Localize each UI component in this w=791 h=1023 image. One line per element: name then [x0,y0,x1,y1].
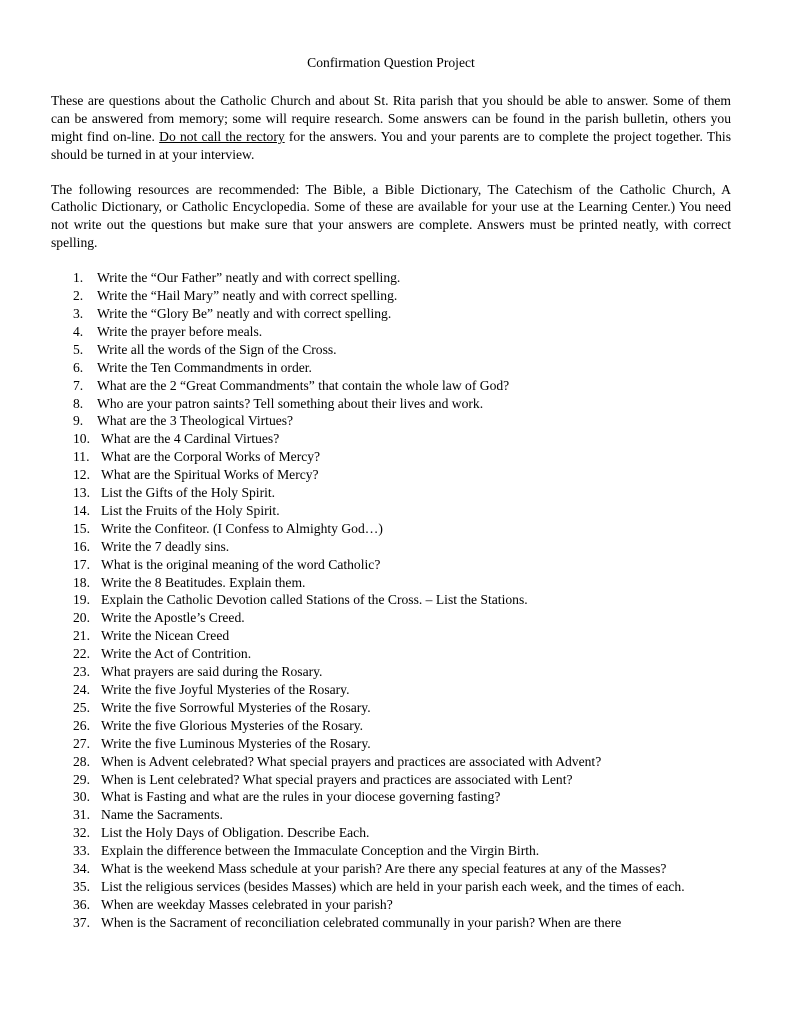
question-number: 4. [73,323,84,339]
question-text: Write the Apostle’s Creed. [101,610,245,626]
intro-paragraph [51,92,731,164]
question-text: When is Lent celebrated? What special prayers and practices are associated with Lent? [101,771,573,787]
question-text: List the Gifts of the Holy Spirit. [101,485,276,501]
question-number: 12. [73,467,90,483]
question-text: What are the 3 Theological Virtues? [97,413,294,429]
question-number: 14. [73,502,90,518]
question-item [73,771,731,789]
question-text: What is the weekend Mass schedule at your parish? Are there any special features at any of the Masses? [101,861,667,877]
question-number: 36. [73,896,90,912]
question-text: When are weekday Masses celebrated in your parish? [101,896,393,912]
question-item [73,806,731,824]
question-item [73,287,731,305]
question-number: 31. [73,807,90,823]
question-number: 19. [73,592,90,608]
question-item [73,484,731,502]
question-item [73,574,731,592]
question-number: 28. [73,753,90,769]
question-item [73,824,731,842]
question-item [73,323,731,341]
question-number: 8. [73,395,84,411]
question-number: 3. [73,305,84,321]
question-item [73,753,731,771]
question-text: Write the five Luminous Mysteries of the Rosary. [101,735,371,751]
question-text: Write the “Our Father” neatly and with correct spelling. [97,270,401,286]
question-number: 26. [73,717,90,733]
question-text: Who are your patron saints? Tell something about their lives and work. [97,395,484,411]
question-text: What is the original meaning of the word Catholic? [101,556,381,572]
question-number: 16. [73,538,90,554]
question-text: What prayers are said during the Rosary. [101,664,323,680]
question-number: 5. [73,341,84,357]
question-item [73,269,731,287]
question-item [73,305,731,323]
question-item [73,717,731,735]
question-number: 2. [73,288,84,304]
question-text: Write the 7 deadly sins. [101,538,230,554]
question-number: 21. [73,628,90,644]
question-number: 10. [73,431,90,447]
question-item [73,842,731,860]
question-number: 32. [73,825,90,841]
question-number: 7. [73,377,84,393]
question-item [73,520,731,538]
document-title: Confirmation Question Project [307,55,475,70]
question-item [73,359,731,377]
question-item [73,788,731,806]
question-text: List the Holy Days of Obligation. Describe Each. [101,825,370,841]
question-item [73,699,731,717]
question-text: Write the five Joyful Mysteries of the Rosary. [101,682,350,697]
question-number: 33. [73,843,90,859]
question-number: 37. [73,914,90,930]
question-number: 20. [73,610,90,626]
question-text: Write the five Glorious Mysteries of the Rosary. [101,717,364,733]
question-number: 23. [73,664,90,680]
intro-text-part1: These are questions about the Catholic Church and about St. Rita parish that you should be able to answer. Some of them can be answered from memory; some will require research. Some answers can be found in the parish bulletin, others you might find on-line. [51,92,731,144]
question-item [73,735,731,753]
intro-text-part2: for the answers. You and your parents are to complete the project together. This should be turned in at your interview. [51,128,731,162]
question-item [73,645,731,663]
question-item [73,681,731,699]
question-text: What are the Corporal Works of Mercy? [101,449,321,465]
question-text: List the religious services (besides Masses) which are held in your parish each week, and the times of each. [101,878,685,894]
question-text: What are the Spiritual Works of Mercy? [101,467,319,483]
question-text: Write the “Hail Mary” neatly and with correct spelling. [97,288,398,304]
question-text: List the Fruits of the Holy Spirit. [101,502,280,518]
question-number: 22. [73,646,90,662]
question-number: 13. [73,485,90,501]
question-number: 35. [73,878,90,894]
question-number: 30. [73,789,90,805]
question-text: Write the Ten Commandments in order. [97,359,312,375]
question-item [73,663,731,681]
question-number: 18. [73,574,90,590]
question-item [73,412,731,430]
question-number: 34. [73,861,90,877]
question-text: What is Fasting and what are the rules in your diocese governing fasting? [101,789,501,805]
question-list [51,269,731,932]
question-number: 6. [73,359,84,375]
question-number: 25. [73,699,90,715]
question-text: Write the Act of Contrition. [101,646,252,662]
question-item [73,609,731,627]
question-text: Write the five Sorrowful Mysteries of the Rosary. [101,699,371,715]
question-text: When is the Sacrament of reconciliation celebrated communally in your parish? When are there [101,914,622,930]
question-number: 17. [73,556,90,572]
question-text: Write the prayer before meals. [97,323,263,339]
question-item [73,556,731,574]
question-item [73,627,731,645]
question-number: 24. [73,682,90,697]
question-item [73,860,731,878]
question-number: 11. [73,449,90,465]
question-item [73,914,731,932]
intro-underlined-text: Do not call the rectory [159,128,285,144]
question-text: Explain the difference between the Immaculate Conception and the Virgin Birth. [101,843,540,859]
question-text: When is Advent celebrated? What special prayers and practices are associated with Advent? [101,753,602,769]
question-number: 9. [73,413,84,429]
question-number: 1. [73,270,84,286]
question-item [73,591,731,609]
question-item [73,896,731,914]
question-text: Write all the words of the Sign of the Cross. [97,341,337,357]
question-item [73,430,731,448]
question-number: 15. [73,520,90,536]
question-item [73,878,731,896]
question-item [73,448,731,466]
question-text: Write the Confiteor. (I Confess to Almighty God…) [101,520,383,536]
question-item [73,341,731,359]
question-item [73,538,731,556]
question-text: Write the 8 Beatitudes. Explain them. [101,574,306,590]
question-text: What are the 4 Cardinal Virtues? [101,431,280,447]
question-text: Write the “Glory Be” neatly and with correct spelling. [97,305,392,321]
question-text: Name the Sacraments. [101,807,223,823]
question-number: 29. [73,771,90,787]
question-text: Write the Nicean Creed [101,628,230,644]
question-number: 27. [73,735,90,751]
question-item [73,377,731,395]
question-text: Explain the Catholic Devotion called Stations of the Cross. – List the Stations. [101,592,528,608]
question-text: What are the 2 “Great Commandments” that contain the whole law of God? [97,377,510,393]
resources-paragraph: The following resources are recommended: The Bible, a Bible Dictionary, The Catechism of the Catholic Church, A Catholic Dictionary, or Catholic Encyclopedia. Some of these are available for your use at the Learning Center.) You need not write out the questions but make sure that your answers are complete. Answers must be printed neatly, with correct spelling. [51,181,731,251]
document-page [51,54,731,932]
question-item [73,395,731,413]
question-item [73,466,731,484]
question-item [73,502,731,520]
